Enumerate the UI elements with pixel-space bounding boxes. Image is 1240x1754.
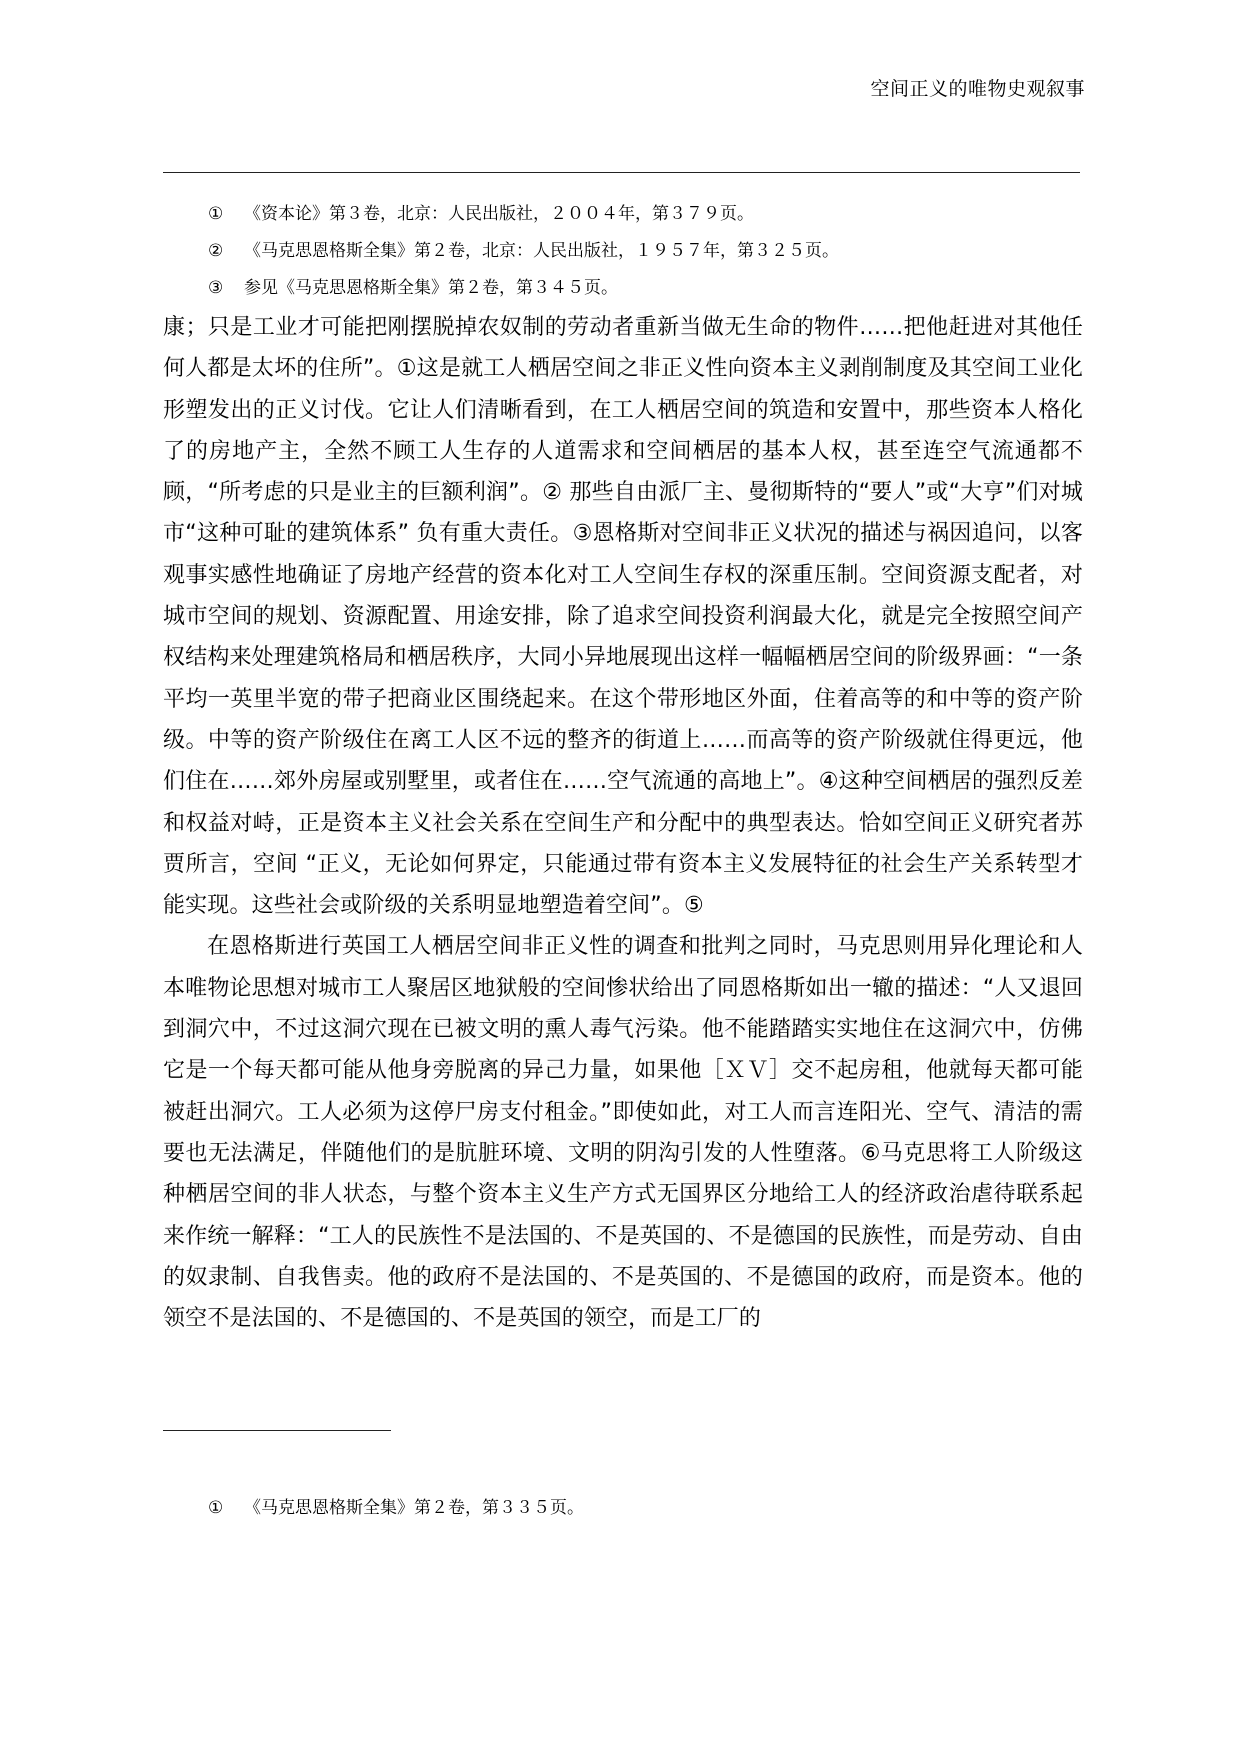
footnote-1 bbox=[163, 196, 1080, 233]
footnote-text: 《资本论》第３卷，北京：人民出版社，２００４年，第３７９页。 bbox=[244, 204, 754, 224]
footnote-mark: ① bbox=[208, 204, 224, 224]
footnote-mark: ② bbox=[208, 241, 224, 261]
bottom-footnotes bbox=[163, 1490, 1080, 1527]
body-paragraph: 在恩格斯进行英国工人栖居空间非正义性的调查和批判之同时，马克思则用异化理论和人本唯物论思想对城市工人聚居区地狱般的空间惨状给出了同恩格斯如出一辙的描述：“人又退回到洞穴中，不过这洞穴现在已被文明的熏人毒气污染。他不能踏踏实实地住在这洞穴中，仿佛它是一个每天都可能从他身旁脱离的异己力量，如果他［ＸＶ］交不起房租，他就每天都可能被赶出洞穴。工人必须为这停尸房支付租金。”即使如此，对工人而言连阳光、空气、清洁的需要也无法满足，伴随他们的是肮脏环境、文明的阴沟引发的人性堕落。⑥马克思将工人阶级这种栖居空间的非人状态，与整个资本主义生产方式无国界区分地给工人的经济政治虐待联系起来作统一解释：“工人的民族性不是法国的、不是英国的、不是德国的民族性，而是劳动、自由的奴隶制、自我售卖。他的政府不是法国的、不是英国的、不是德国的政府，而是资本。他的领空不是法国的、不是德国的、不是英国的领空，而是工厂的 bbox=[163, 934, 1083, 1332]
footnote-mark: ③ bbox=[208, 278, 224, 298]
header-rule bbox=[163, 172, 1080, 173]
top-footnotes bbox=[163, 196, 1080, 307]
footnote-text: 《马克思恩格斯全集》第２卷，北京：人民出版社，１９５７年，第３２５页。 bbox=[244, 241, 839, 261]
footnote-text: 《马克思恩格斯全集》第２卷，第３３５页。 bbox=[244, 1498, 584, 1518]
body-text bbox=[163, 307, 1083, 1339]
footnote-rule bbox=[163, 1430, 391, 1431]
running-header: 空间正义的唯物史观叙事 bbox=[870, 78, 1085, 100]
footnote-mark: ① bbox=[208, 1498, 224, 1518]
footnote-2 bbox=[163, 233, 1080, 270]
footnote-text: 参见《马克思恩格斯全集》第２卷，第３４５页。 bbox=[244, 278, 618, 298]
body-paragraph: 康；只是工业才可能把刚摆脱掉农奴制的劳动者重新当做无生命的物件……把他赶进对其他任何人都是太坏的住所”。①这是就工人栖居空间之非正义性向资本主义剥削制度及其空间工业化形塑发出的正义讨伐。它让人们清晰看到，在工人栖居空间的筑造和安置中，那些资本人格化了的房地产主，全然不顾工人生存的人道需求和空间栖居的基本人权，甚至连空气流通都不顾，“所考虑的只是业主的巨额利润”。② 那些自由派厂主、曼彻斯特的“要人”或“大亨”们对城市“这种可耻的建筑体系” 负有重大责任。③恩格斯对空间非正义状况的描述与祸因追问，以客观事实感性地确证了房地产经营的资本化对工人空间生存权的深重压制。空间资源支配者，对城市空间的规划、资源配置、用途安排，除了追求空间投资利润最大化，就是完全按照空间产权结构来处理建筑格局和栖居秩序，大同小异地展现出这样一幅幅栖居空间的阶级界画：“一条平均一英里半宽的带子把商业区围绕起来。在这个带形地区外面，住着高等的和中等的资产阶级。中等的资产阶级住在离工人区不远的整齐的街道上……而高等的资产阶级就住得更远，他们住在……郊外房屋或别墅里，或者住在……空气流通的高地上”。④这种空间栖居的强烈反差和权益对峙，正是资本主义社会关系在空间生产和分配中的典型表达。恰如空间正义研究者苏贾所言，空间 “正义，无论如何界定，只能通过带有资本主义发展特征的社会生产关系转型才能实现。这些社会或阶级的关系明显地塑造着空间”。⑤ bbox=[163, 315, 1083, 919]
footnote-3 bbox=[163, 270, 1080, 307]
footnote-1 bbox=[163, 1490, 1080, 1527]
